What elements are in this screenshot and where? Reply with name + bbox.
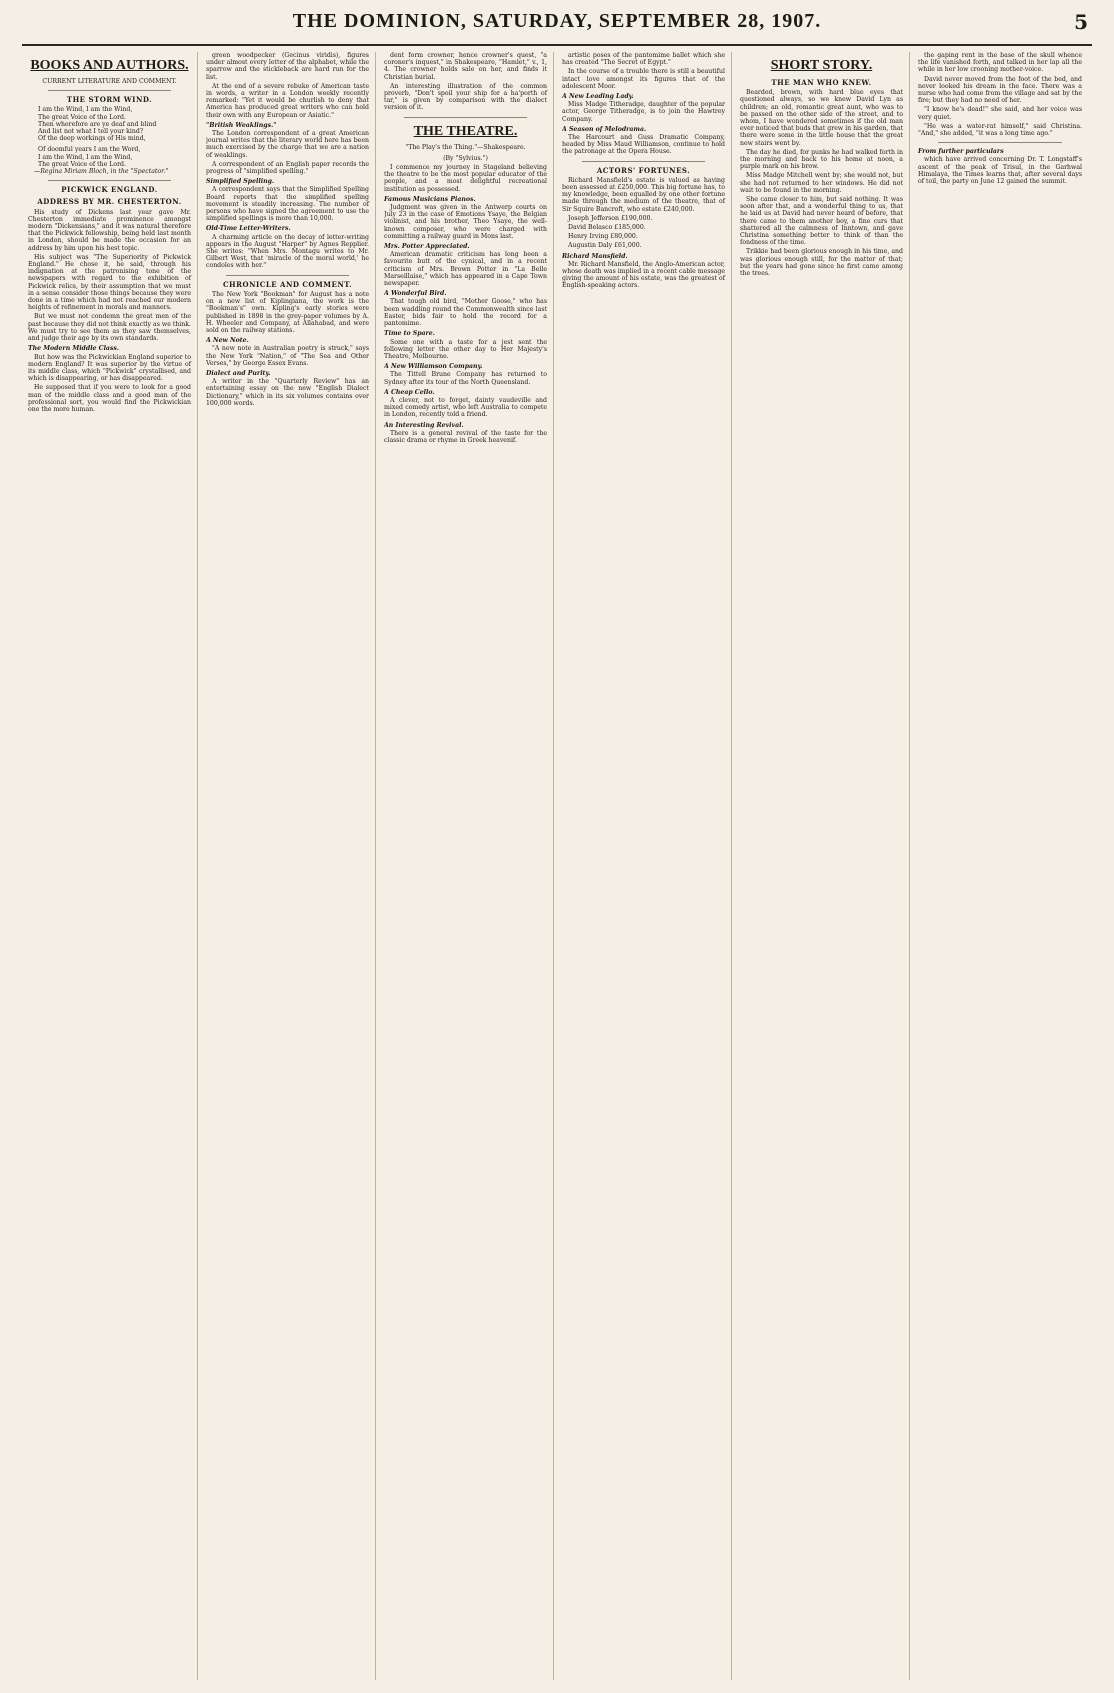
poem-line: I am the Wind, I am the Wind,	[38, 153, 133, 161]
paragraph: His subject was "The Superiority of Pickwick England." He chose it, he said, through his indignation at the patronising tone of the newspapers with regard to the exhibition of Pickwick relics, by their assumption that we must in a sense consider those things because they were done in a time which had not reached our modern heights of refinement in morals and manners.	[28, 253, 191, 312]
paragraph: The Tittell Brune Company has returned to Sydney after its tour of the North Queensland.	[384, 371, 547, 386]
subheading: "British Weaklings."	[206, 121, 277, 129]
column-6	[918, 52, 1088, 1680]
divider	[404, 117, 527, 118]
paragraph: A charming article on the decay of letter-writing appears in the August "Harper" by Agnes Repplier. She writes: "When Mrs. Montagu writes to Mr. Gilbert West, that 'miracle of the moral world,' he condoles with her."	[206, 233, 369, 270]
paragraph: Judgment was given in the Antwerp courts on July 23 in the case of Emotions Ysaye, the Belgian violinist, and his brother, Theo Ysaye, the well-known composer, who were charged with committing a railway guard in Mons last.	[384, 204, 547, 240]
section-subtitle: CURRENT LITERATURE AND COMMENT.	[42, 78, 177, 85]
paragraph: An interesting illustration of the common proverb, "Don't spoil your ship for a ha'porth of tar," is given by comparison with the dialect version of it.	[384, 82, 547, 112]
divider	[48, 90, 171, 91]
section-heading-actors: ACTORS' FORTUNES.	[596, 165, 691, 175]
divider	[48, 180, 171, 181]
column-2	[206, 52, 376, 1680]
subheading: A Wonderful Bird.	[384, 290, 447, 298]
paragraph: American dramatic criticism has long been a favourite butt of the cynical, and in a recent criticism of Mrs. Brown Potter in "La Belle Marseillaise," which has appeared in a Cape Town newspaper.	[384, 251, 547, 288]
paragraph: There is a general revival of the taste for the classic drama or rhyme in Greek heavenif.	[384, 429, 547, 444]
paragraph: artistic poses of the pantomime ballet which she has created "The Secret of Egypt."	[562, 52, 725, 67]
subheading: Famous Musicians Pianos.	[384, 195, 476, 203]
paragraph: green woodpecker (Gecinus viridis), figures under almost every letter of the alphabet, while the sparrow and the stickleback are hard run for the list.	[206, 52, 369, 81]
subheading: The Modern Middle Class.	[28, 345, 120, 353]
article-heading: PICKWICK ENGLAND.	[61, 185, 158, 195]
poem	[28, 106, 191, 168]
subheading: A Season of Melodrama.	[562, 125, 647, 133]
paragraph: "I know he's dead!" she said, and her voice was very quiet.	[918, 106, 1082, 121]
poem-signature: —Regina Miriam Bloch, in the "Spectator."	[34, 168, 169, 176]
paragraph: In the course of a trouble there is still a beautiful intact love amongst its figures that of the adolescent Moor.	[562, 68, 725, 90]
subheading: Dialect and Purity.	[206, 369, 271, 377]
section-title-theatre: THE THEATRE.	[413, 123, 518, 139]
paragraph: Richard Mansfield's estate is valued as having been assessed at £250,000. This big fortune has, to my knowledge, been equalled by one other fortune made through the medium of the theatre, that of Sir Squire Bancroft, who estate £240,000.	[562, 176, 725, 213]
section-heading-chronicle: CHRONICLE AND COMMENT.	[222, 279, 353, 289]
paragraph: At the end of a severe rebuke of American taste in words, a writer in a London weekly recently remarked: "Yet it would be churlish to deny that America has produced great writers who can hold their own with any European or Asiatic."	[206, 82, 369, 119]
paragraph: His study of Dickens last year gave Mr. Chesterton immediate prominence amongst modern "Dickensians," and it was natural therefore that the Pickwick fellowship, being held last month in London, should be made the occasion for an address by him upon his best topic.	[28, 208, 191, 252]
paragraph: He supposed that if you were to look for a good man of the middle class and a good man of the professional sort, you would find the Pickwickian one the more human.	[28, 384, 191, 413]
subheading: Richard Mansfield.	[562, 252, 628, 260]
byline: (By "Sylvius.")	[443, 154, 488, 162]
paragraph: The Harcourt and Guss Dramatic Company, headed by Miss Maud Williamson, continue to hold the patronage at the Opera House.	[562, 134, 725, 156]
poem-line: Of the deep workings of His mind,	[38, 135, 146, 143]
paragraph: That tough old bird, "Mother Goose," who has been waddling round the Commonwealth since last Easter, bids fair to hold the record for a pantomime.	[384, 298, 547, 328]
section-subtitle: "The Play's the Thing."—Shakespeare.	[405, 143, 526, 151]
paragraph: Mr. Richard Mansfield, the Anglo-American actor, whose death was implied in a recent cable message giving the amount of his estate, was the greatest of English-speaking actors.	[562, 260, 725, 290]
divider	[582, 161, 705, 162]
paragraph: I commence my journey in Stageland believing the theatre to be the most popular educator of the people, and a most delightful recreational institution as possessed.	[384, 164, 547, 193]
poem-heading: THE STORM WIND.	[66, 95, 153, 105]
subheading: Simplified Spelling.	[206, 178, 275, 186]
fortune-item: Joseph Jefferson £190,000.	[568, 214, 653, 222]
poem-line: The great Voice of the Lord.	[38, 160, 126, 168]
divider	[226, 275, 349, 276]
paragraph: The day he died, for punks he had walked forth in the morning and back to his home at noon, a purple mark on his brow.	[740, 148, 903, 171]
subheading: A New Williamson Company.	[384, 363, 483, 371]
section-title-story: SHORT STORY.	[770, 58, 873, 73]
paragraph: the gaping rent in the base of the skull whence the life vanished forth, and talked in her lap all the while in her low crooning mother-voice.	[918, 52, 1082, 74]
poem-line: And list not what I tell your kind?	[38, 128, 144, 136]
paragraph: But we must not condemn the great men of the past because they did not think exactly as we think. We must try to see them as they saw themselves, and judge their age by its own standards.	[28, 313, 191, 343]
subheading: From further particulars	[918, 148, 1004, 156]
subheading: Old-Time Letter-Writers.	[206, 225, 291, 233]
fortune-item: David Belasco £185,000.	[568, 224, 646, 232]
divider	[938, 142, 1062, 143]
paragraph: Trikkie had been glorious enough in his time, and was glorious enough still, for the matter of that; but the years had gone since he first came among the trees.	[740, 248, 903, 278]
subheading: Time to Spare.	[384, 330, 435, 338]
paragraph: A writer in the "Quarterly Review" has an entertaining essay on the new "English Dialect Dictionary," which in its six volumes contains over 100,000 words.	[206, 378, 369, 407]
paragraph: A correspondent says that the Simplified Spelling Board reports that the simplified spelling movement is steadily increasing. The number of persons who have signed the agreement to use the simplified spellings is more than 10,000.	[206, 186, 369, 223]
paragraph: Some one with a taste for a jest sent the following letter the other day to Her Majesty's Theatre, Melbourne.	[384, 338, 547, 360]
paragraph: A clever, not to forget, dainty vaudeville and mixed comedy artist, who left Australia to compete in London, recently told a friend.	[384, 396, 547, 419]
paragraph: The New York "Bookman" for August has a note on a new list of Kiplingiana, the work is the "Bookman's" own. Kipling's early stories were published in 1898 in the grey-paper volumes by A. H. Wheeler and Company, at Allahabad, and were sold on the railway stations.	[206, 290, 369, 334]
column-3	[384, 52, 554, 1680]
column-4	[562, 52, 732, 1680]
paragraph: "He was a water-rat himself," said Christina. "And," she added, "it was a long time ago."	[918, 122, 1082, 138]
subheading: An Interesting Revival.	[384, 421, 464, 429]
paragraph: dent form crowner, hence crowner's quest, "a coroner's inquest," in Shakespeare, "Hamlet," v., 1, 4. The crowner holds sale on her, and finds it Christian burial.	[384, 52, 547, 81]
fortune-item: Henry Irving £80,000.	[568, 233, 638, 241]
subheading: A Cheap Cello.	[384, 388, 435, 396]
paragraph: David never moved from the foot of the bed, and never looked his dream in the face. There was a nurse who had come from the village and sat by the fire; but they had no need of her.	[918, 75, 1082, 105]
masthead-title: THE DOMINION, SATURDAY, SEPTEMBER 28, 1907.	[292, 10, 822, 32]
fortune-item: Augustin Daly £61,000.	[568, 242, 642, 250]
columns	[28, 52, 1088, 1680]
paragraph: Miss Madge Mitchell went by; she would not, but she had not returned to her windows. He did not wait to be found in the morning.	[740, 172, 903, 194]
paragraph: The London correspondent of a great American journal writes that the literary world here has been much exercised by the charge that we are a nation of weaklings.	[206, 130, 369, 159]
paragraph: which have arrived concerning Dr. T. Longstaff's ascent of the peak of Trisul, in the Garhwal Himalaya, the Times learns that, after several days of toil, the party on June 12 gained the summit.	[918, 156, 1082, 186]
column-5	[740, 52, 910, 1680]
page-number: 5	[1074, 10, 1088, 34]
column-1	[28, 52, 198, 1680]
paragraph: But how was the Pickwickian England superior to modern England? It was superior by the virtue of its middle class, which "Pickwick" crystallised, and which is disappearing, or has disappeared.	[28, 353, 191, 383]
poem-line: I am the Wind, I am the Wind,	[38, 106, 133, 114]
poem-line: Of doomful years I am the Word,	[38, 146, 141, 154]
article-subheading: ADDRESS BY MR. CHESTERTON.	[37, 197, 182, 207]
paragraph: "A new note in Australian poetry is struck," says the New York "Nation," of "The Sea and Other Verses," by George Essex Evans.	[206, 345, 369, 367]
subheading: Mrs. Potter Appreciated.	[384, 243, 470, 251]
paragraph: A correspondent of an English paper records the progress of "simplified spelling."	[206, 160, 369, 176]
subheading: A New Note.	[206, 337, 249, 345]
masthead	[22, 10, 1092, 46]
section-title-books: BOOKS AND AUTHORS.	[30, 58, 189, 73]
paragraph: Miss Madge Titheradge, daughter of the popular actor, George Titheradge, is to join the Hawtrey Company.	[562, 101, 725, 123]
poem-line: The great Voice of the Lord.	[38, 113, 126, 121]
subheading: A New Leading Lady.	[562, 93, 634, 101]
paragraph: She came closer to him, but said nothing. It was soon after that, and a wonderful thing to us, that he laid us at David had never heard of before, that there came to them another boy, a fine curs that shattered all the calmness of Inntown, and gave Christina something better to think of than the fondness of the time.	[740, 196, 903, 247]
poem-line: Then wherefore are ye deaf and blind	[38, 120, 157, 128]
story-title: THE MAN WHO KNEW.	[771, 78, 872, 87]
paragraph: Bearded, brown, with hard blue eyes that questioned always, so we knew David Lyn as children; an old, romantic great aunt, who was to be passed on the other side of the street, and to whom, I have wondered sometimes if the old man ever noticed that buds that grew in his garden, that there were some in the little house that the great new stairs went by.	[740, 89, 903, 147]
